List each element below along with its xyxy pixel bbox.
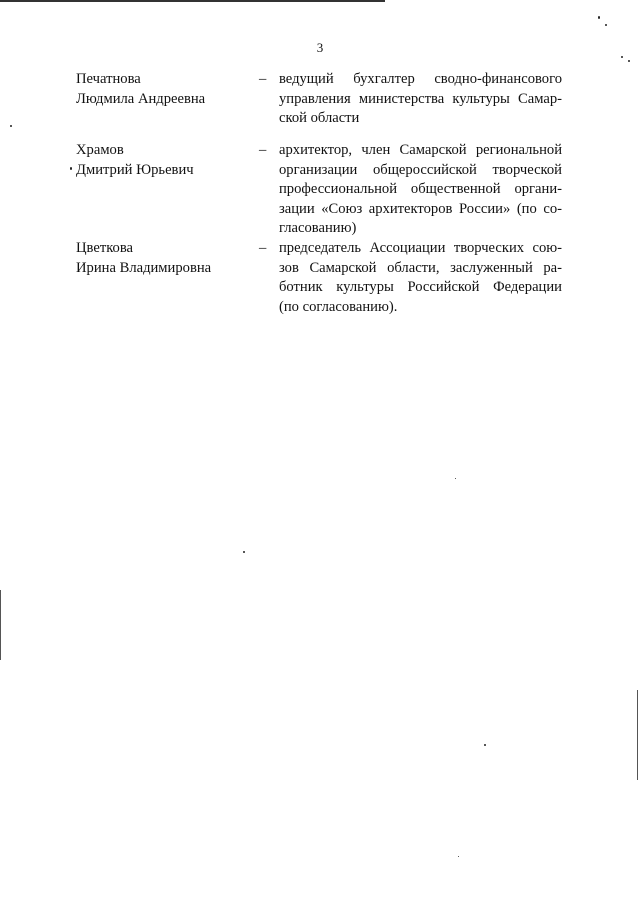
scan-speck	[598, 16, 600, 19]
member-name	[76, 141, 246, 180]
member-surname: Печатнова	[76, 71, 141, 87]
scan-speck	[628, 60, 630, 62]
description-line: гласованию)	[279, 220, 357, 236]
entry-dash: –	[259, 142, 267, 158]
member-description	[279, 141, 562, 239]
scan-speck	[455, 478, 456, 479]
description-line: ской области	[279, 110, 360, 126]
description-line: организации общероссийской творческой	[279, 161, 562, 178]
description-line: управления министерства культуры Самар-	[279, 90, 562, 107]
member-given-names: Ирина Владимировна	[76, 259, 212, 276]
member-description	[279, 239, 562, 317]
scan-speck	[605, 24, 607, 26]
description-line: зов Самарской области, заслуженный ра-	[279, 259, 562, 276]
description-line: (по согласованию).	[279, 298, 398, 315]
description-line: ботник культуры Российской Федерации	[279, 279, 562, 295]
page-number: 3	[316, 40, 324, 55]
member-surname: Храмов	[76, 142, 124, 158]
scan-speck	[10, 125, 12, 127]
scan-speck	[484, 744, 486, 746]
member-given-names: Людмила Андреевна	[76, 90, 206, 107]
member-name	[76, 70, 246, 109]
member-description	[279, 70, 562, 129]
description-line: председатель Ассоциации творческих сою-	[279, 240, 562, 256]
member-surname: Цветкова	[76, 240, 134, 256]
scan-speck	[621, 56, 623, 58]
description-line: профессиональной общественной органи-	[279, 181, 562, 197]
scan-speck	[458, 856, 459, 857]
scan-speck	[70, 167, 72, 170]
description-line: архитектор, член Самарской региональной	[279, 142, 562, 158]
description-line: зации «Союз архитекторов России» (по со-	[279, 200, 562, 217]
scan-speck	[243, 551, 245, 553]
description-line: ведущий бухгалтер сводно-финансового	[279, 71, 562, 87]
member-given-names: Дмитрий Юрьевич	[76, 161, 194, 178]
member-name	[76, 239, 246, 278]
scan-top-rule	[0, 0, 385, 2]
scan-edge-mark	[637, 690, 638, 780]
scan-edge-mark	[0, 590, 1, 660]
entry-dash: –	[259, 240, 267, 256]
entry-dash: –	[259, 71, 267, 87]
